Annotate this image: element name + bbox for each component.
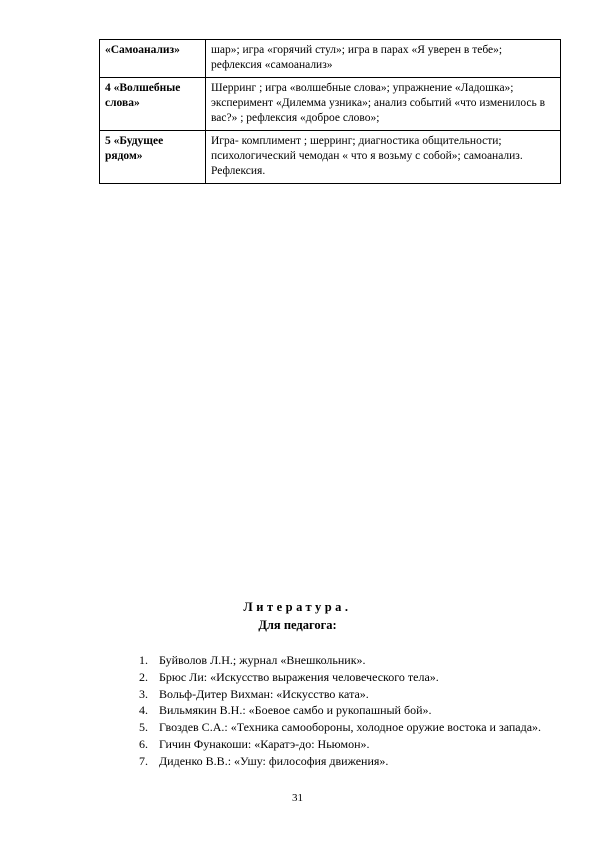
list-item [139,669,559,686]
list-item [139,736,559,753]
list-item-number: 3. [139,686,148,701]
program-table [99,39,561,184]
list-item-number: 5. [139,720,148,735]
list-item-number: 7. [139,753,148,768]
page-number: 31 [292,792,303,804]
literature-heading: Литература. [243,600,352,614]
list-item [139,652,559,669]
list-item-number: 2. [139,669,148,684]
session-content: Шерринг ; игра «волшебные слова»; упражнение «Ладошка»; эксперимент «Дилемма узника»; анализ событий «что изменилось в вас?» ; рефлексия «доброе слово»; [206,78,561,131]
list-item [139,753,559,770]
list-item [139,719,559,736]
session-title: 5 «Будущее рядом» [100,131,206,184]
list-item [139,686,559,703]
table-row [100,131,561,184]
literature-subheading: Для педагога: [258,618,337,632]
session-content: шар»; игра «горячий стул»; игра в парах «Я уверен в тебе»; рефлексия «самоанализ» [206,40,561,78]
table-row [100,78,561,131]
list-item-text: Буйволов Л.Н.; журнал «Внешкольник». [159,653,366,667]
list-item [139,702,559,719]
list-item-text: Гвоздев С.А.: «Техника самообороны, холодное оружие востока и запада». [159,720,542,735]
list-item-number: 4. [139,703,148,718]
list-item-text: Вольф-Дитер Вихман: «Искусство ката». [159,686,369,701]
session-content: Игра- комплимент ; шерринг; диагностика общительности; психологический чемодан « что я возьму с собой»; самоанализ. Рефлексия. [206,131,561,184]
list-item-text: Вильмякин В.Н.: «Боевое самбо и рукопашный бой». [159,703,432,718]
literature-list [139,652,559,770]
list-item-text: Гичин Фунакоши: «Каратэ-до: Ньюмон». [159,736,370,751]
session-title: 4 «Волшебные слова» [100,78,206,131]
session-title: «Самоанализ» [100,40,206,78]
list-item-text: Диденко В.В.: «Ушу: философия движения». [159,753,389,768]
list-item-number: 6. [139,736,148,751]
list-item-text: Брюс Ли: «Искусство выражения человеческого тела». [159,669,439,684]
list-item-number: 1. [139,653,148,667]
table-row [100,40,561,78]
